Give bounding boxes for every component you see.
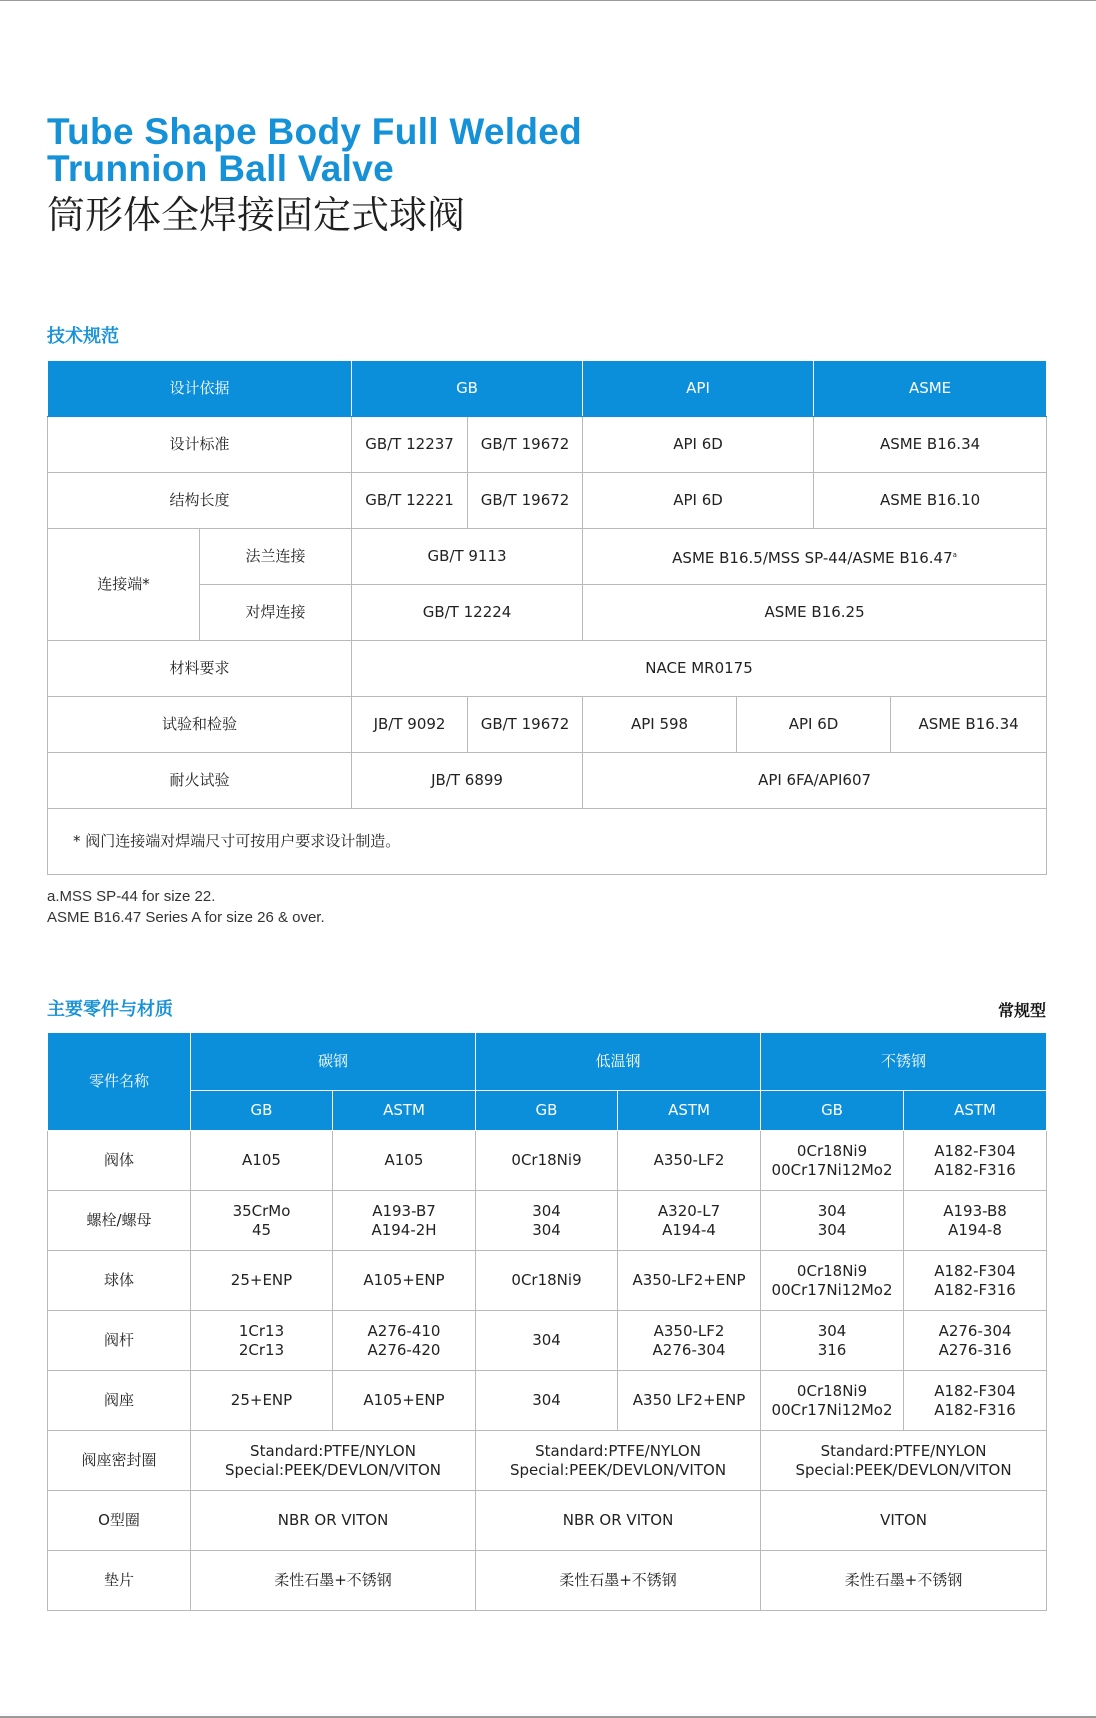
- cell-line-2: 304: [817, 1220, 847, 1239]
- cell-line-1: A182-F304: [934, 1141, 1016, 1160]
- cell-line-1: 25+ENP: [230, 1391, 293, 1409]
- cell-line-2: 00Cr17Ni12Mo2: [771, 1160, 893, 1179]
- cell-line-1: A350-LF2: [653, 1321, 725, 1340]
- material-cell: [476, 1491, 761, 1551]
- footnote-line-1: a.MSS SP-44 for size 22.: [47, 888, 216, 905]
- row-test-inspection: [48, 697, 1047, 753]
- cell-line-1: 0Cr18Ni9: [796, 1381, 868, 1400]
- material-cell: [476, 1431, 761, 1491]
- material-cell: [761, 1371, 904, 1431]
- cell-gb-2: GB/T 19672: [468, 473, 583, 529]
- cell-line-2: 45: [251, 1220, 272, 1239]
- material-cell: [761, 1431, 1047, 1491]
- part-name: 阀座密封圈: [48, 1431, 191, 1491]
- cell-line-2: A182-F316: [934, 1400, 1016, 1419]
- cell-line-2: A194-4: [662, 1220, 716, 1239]
- material-cell: [476, 1371, 618, 1431]
- cell-line-1: Standard:PTFE/NYLON: [535, 1441, 701, 1460]
- cell-line-1: 0Cr18Ni9: [796, 1141, 868, 1160]
- cell-line-1: 0Cr18Ni9: [796, 1261, 868, 1280]
- cell-line-1: Standard:PTFE/NYLON: [250, 1441, 416, 1460]
- cell-api-1: API 598: [583, 697, 737, 753]
- cell-line-1: 304: [532, 1201, 561, 1220]
- table-row: [48, 1371, 1047, 1431]
- row-label: 设计标准: [48, 417, 352, 473]
- material-cell: [191, 1551, 476, 1611]
- header-asme: ASME: [814, 361, 1047, 417]
- english-title-line-2: Trunnion Ball Valve: [47, 148, 395, 189]
- top-border-line: [0, 0, 1096, 1]
- fire-gb: JB/T 6899: [352, 753, 583, 809]
- material-cell: [191, 1371, 333, 1431]
- cell-asme: ASME B16.34: [891, 697, 1047, 753]
- cell-gb-1: GB/T 12221: [352, 473, 468, 529]
- cell-line-2: 2Cr13: [238, 1340, 285, 1359]
- material-cell: [476, 1551, 761, 1611]
- cell-line-2: Special:PEEK/DEVLON/VITON: [224, 1460, 442, 1479]
- cell-api-2: API 6D: [737, 697, 891, 753]
- cell-line-1: 1Cr13: [238, 1321, 285, 1340]
- row-material: [48, 641, 1047, 697]
- cell-line-1: A320-L7: [657, 1201, 721, 1220]
- material-cell: [761, 1311, 904, 1371]
- material-cell: [333, 1311, 476, 1371]
- material-value: NACE MR0175: [352, 641, 1047, 697]
- material-cell: [333, 1131, 476, 1191]
- material-cell: [476, 1311, 618, 1371]
- table-row: [48, 1251, 1047, 1311]
- material-cell: [476, 1251, 618, 1311]
- cell-line-2: A276-420: [367, 1340, 441, 1359]
- material-cell: [191, 1311, 333, 1371]
- cell-line-2: Special:PEEK/DEVLON/VITON: [509, 1460, 727, 1479]
- row-face-to-face: [48, 473, 1047, 529]
- cell-api: API 6D: [583, 473, 814, 529]
- part-name: 阀座: [48, 1371, 191, 1431]
- cell-line-2: 00Cr17Ni12Mo2: [771, 1400, 893, 1419]
- row-label: 结构长度: [48, 473, 352, 529]
- header-design-basis: 设计依据: [48, 361, 352, 417]
- butt-weld-gb: GB/T 12224: [352, 585, 583, 641]
- materials-section-title: 主要零件与材质: [47, 999, 173, 1020]
- material-cell: [333, 1191, 476, 1251]
- header-astm: ASTM: [904, 1091, 1047, 1131]
- cell-line-2: Special:PEEK/DEVLON/VITON: [795, 1460, 1012, 1479]
- cell-line-1: A182-F304: [934, 1381, 1016, 1400]
- material-cell: [476, 1131, 618, 1191]
- header-astm: ASTM: [618, 1091, 761, 1131]
- spec-header-row: [48, 361, 1047, 417]
- material-cell: [618, 1311, 761, 1371]
- english-title-line-1: Tube Shape Body Full Welded: [47, 111, 583, 152]
- cell-line-1: 304: [817, 1201, 847, 1220]
- material-cell: [191, 1431, 476, 1491]
- cell-asme: ASME B16.10: [814, 473, 1047, 529]
- cell-asme: ASME B16.34: [814, 417, 1047, 473]
- material-cell: [618, 1191, 761, 1251]
- material-cell: [904, 1131, 1047, 1191]
- footnote-line-2: ASME B16.47 Series A for size 26 & over.: [47, 909, 325, 926]
- cell-line-1: NBR OR VITON: [277, 1511, 389, 1529]
- material-cell: [904, 1191, 1047, 1251]
- cell-line-2: 304: [532, 1220, 561, 1239]
- cell-line-1: 304: [532, 1331, 561, 1349]
- header-gb: GB: [476, 1091, 618, 1131]
- cell-line-2: 00Cr17Ni12Mo2: [771, 1280, 893, 1299]
- cell-line-1: 0Cr18Ni9: [511, 1271, 582, 1289]
- butt-weld-label: 对焊连接: [200, 585, 352, 641]
- header-api: API: [583, 361, 814, 417]
- material-cell: [761, 1491, 1047, 1551]
- cell-line-1: 25+ENP: [230, 1271, 293, 1289]
- cell-line-1: A105: [384, 1151, 424, 1169]
- materials-table: [47, 1032, 1047, 1611]
- row-label: 耐火试验: [48, 753, 352, 809]
- header-low-temp-steel: 低温钢: [476, 1033, 761, 1091]
- material-cell: [761, 1131, 904, 1191]
- cell-line-1: A193-B8: [943, 1201, 1007, 1220]
- cell-line-1: A276-410: [367, 1321, 441, 1340]
- cell-line-1: 柔性石墨+不锈钢: [274, 1571, 392, 1589]
- cell-line-2: A194-2H: [371, 1220, 437, 1239]
- material-cell: [761, 1551, 1047, 1611]
- material-cell: [761, 1251, 904, 1311]
- material-cell: [618, 1251, 761, 1311]
- material-cell: [904, 1251, 1047, 1311]
- type-label: 常规型: [997, 1001, 1046, 1020]
- part-name: 螺栓/螺母: [48, 1191, 191, 1251]
- cell-line-2: A276-304: [652, 1340, 726, 1359]
- cell-line-2: A182-F316: [934, 1160, 1016, 1179]
- spec-section-title: 技术规范: [47, 326, 119, 347]
- cell-gb-2: GB/T 19672: [468, 417, 583, 473]
- cell-gb-1: JB/T 9092: [352, 697, 468, 753]
- cell-gb-2: GB/T 19672: [468, 697, 583, 753]
- spec-note: * 阀门连接端对焊端尺寸可按用户要求设计制造。: [48, 809, 1047, 875]
- material-cell: [191, 1131, 333, 1191]
- header-part-name: 零件名称: [48, 1033, 191, 1131]
- english-title: [47, 113, 947, 187]
- cell-line-1: NBR OR VITON: [562, 1511, 674, 1529]
- row-label: 材料要求: [48, 641, 352, 697]
- row-fire-test: [48, 753, 1047, 809]
- table-row: [48, 1491, 1047, 1551]
- materials-header-row-2: [48, 1091, 1047, 1131]
- material-cell: [191, 1491, 476, 1551]
- part-name: 阀体: [48, 1131, 191, 1191]
- cell-api: API 6D: [583, 417, 814, 473]
- flange-label: 法兰连接: [200, 529, 352, 585]
- row-note: [48, 809, 1047, 875]
- cell-line-1: 柔性石墨+不锈钢: [844, 1571, 963, 1589]
- part-name: O型圈: [48, 1491, 191, 1551]
- header-astm: ASTM: [333, 1091, 476, 1131]
- table-row: [48, 1191, 1047, 1251]
- table-row: [48, 1131, 1047, 1191]
- cell-line-1: A182-F304: [934, 1261, 1016, 1280]
- spec-table: [47, 360, 1047, 875]
- cell-line-1: 35CrMo: [232, 1201, 291, 1220]
- cell-line-2: 316: [817, 1340, 847, 1359]
- flange-gb: GB/T 9113: [352, 529, 583, 585]
- header-stainless-steel: 不锈钢: [761, 1033, 1047, 1091]
- part-name: 球体: [48, 1251, 191, 1311]
- flange-intl-text: ASME B16.5/MSS SP-44/ASME B16.47: [672, 548, 953, 567]
- header-gb: GB: [191, 1091, 333, 1131]
- cell-line-1: A193-B7: [372, 1201, 436, 1220]
- cell-line-2: A276-316: [938, 1340, 1012, 1359]
- end-connection-label: 连接端*: [48, 529, 200, 641]
- material-cell: [618, 1131, 761, 1191]
- cell-line-1: A350 LF2+ENP: [632, 1391, 746, 1409]
- part-name: 垫片: [48, 1551, 191, 1611]
- row-design-standard: [48, 417, 1047, 473]
- cell-gb-1: GB/T 12237: [352, 417, 468, 473]
- cell-line-1: A276-304: [938, 1321, 1012, 1340]
- fire-intl: API 6FA/API607: [583, 753, 1047, 809]
- spec-footnote: [47, 886, 325, 928]
- cell-line-2: A194-8: [948, 1220, 1002, 1239]
- table-row: [48, 1311, 1047, 1371]
- chinese-title: 筒形体全焊接固定式球阀: [47, 193, 466, 237]
- part-name: 阀杆: [48, 1311, 191, 1371]
- cell-line-1: A105: [242, 1151, 281, 1169]
- cell-line-1: A350-LF2: [653, 1151, 725, 1169]
- cell-line-1: 0Cr18Ni9: [511, 1151, 582, 1169]
- flange-intl: [583, 529, 1047, 585]
- material-cell: [761, 1191, 904, 1251]
- material-cell: [904, 1311, 1047, 1371]
- header-gb: GB: [352, 361, 583, 417]
- material-cell: [191, 1191, 333, 1251]
- cell-line-1: 柔性石墨+不锈钢: [559, 1571, 677, 1589]
- material-cell: [191, 1251, 333, 1311]
- cell-line-2: A182-F316: [934, 1280, 1016, 1299]
- material-cell: [476, 1191, 618, 1251]
- cell-line-1: VITON: [880, 1511, 927, 1529]
- cell-line-1: 304: [532, 1391, 561, 1409]
- row-label: 试验和检验: [48, 697, 352, 753]
- flange-footnote-mark: a: [952, 550, 957, 559]
- butt-weld-intl: ASME B16.25: [583, 585, 1047, 641]
- table-row: [48, 1551, 1047, 1611]
- material-cell: [333, 1371, 476, 1431]
- cell-line-1: A105+ENP: [363, 1271, 445, 1289]
- cell-line-1: A105+ENP: [363, 1391, 445, 1409]
- header-gb: GB: [761, 1091, 904, 1131]
- table-row: [48, 1431, 1047, 1491]
- header-carbon-steel: 碳钢: [191, 1033, 476, 1091]
- material-cell: [618, 1371, 761, 1431]
- cell-line-1: Standard:PTFE/NYLON: [820, 1441, 987, 1460]
- cell-line-1: A350-LF2+ENP: [632, 1271, 746, 1289]
- row-flange-connection: [48, 529, 1047, 585]
- material-cell: [904, 1371, 1047, 1431]
- cell-line-1: 304: [817, 1321, 847, 1340]
- materials-header-row-1: [48, 1033, 1047, 1091]
- material-cell: [333, 1251, 476, 1311]
